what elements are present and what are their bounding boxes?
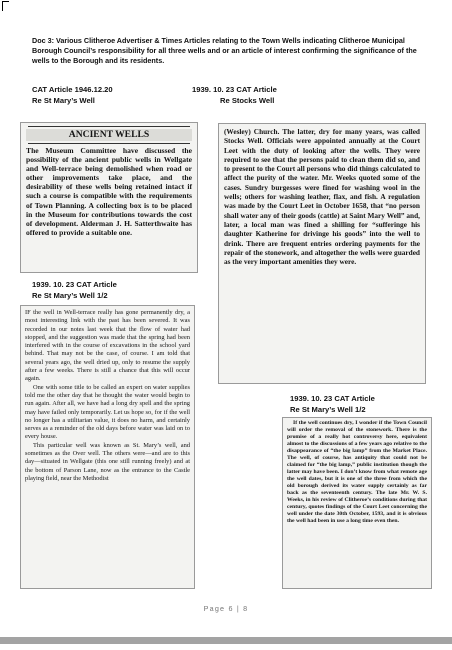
clipping-paragraph: One with some title to be called an expert on water supplies told me the other day that he thought the water would begin to run again. After all, we have had a long dry spell and the spring may have failed only temporarily. Let us hope so, for if the well no longer has a utilitarian value, it does no harm, and certainly serves as a reminder of the old days before water was laid on to every house. [25,383,190,441]
clipping-body: The Museum Committee have discussed the possibility of the ancient public wells in Wellgate and Well-terrace being demolished when road or other improvements take place, and the desirability of these wells being retained intact if such a course is compatible with the requirements of Town Planning. A collecting box is to be placed in the Museum for contributions towards the cost of development. Alderman J. H. Satterthwaite has offered to provide a suitable one. [26,146,192,237]
page-corner-mark [2,1,9,11]
caption-line: 1939. 10. 23 CAT Article [192,85,277,94]
clipping-heading: ANCIENT WELLS [26,129,192,141]
clipping-stocks-well [218,123,426,384]
caption-line: Re Stocks Well [220,95,275,105]
clipping-body: (Wesley) Church. The latter, dry for many years, was called Stocks Well. Officials were appointed annually at the Court Leet with the duty of looking after the wells. They were required to see that the persons paid to clean them did so, and to present to the Court all persons who did things calculated to affect the purity of the water. Mr. Weeks quoted some of the cases. Sundry burgesses were fined for washing wool in the wells; others for washing leather, flax, and fish. A regulation was made by the Court Leet in October 1658, that “no person shall water any of their goods (cattle) at Saint Mary Well” and, later, a local man was fined a shilling for “sufferinge his daughter Katherine for drivinge his goods” into the well to drink. There are frequent entries ordering payments for the repair of the stonework, and altogether the wells were guarded as the very important amenities they were. [224,127,420,267]
clipping-ancient-wells [20,122,198,273]
caption-st-marys-1939-b [290,394,375,415]
clipping-st-marys-well-part1 [20,305,195,589]
caption-st-marys-1939-a [32,280,117,301]
caption-line: Re St Mary’s Well [32,95,95,105]
caption-st-marys-1946 [32,85,113,106]
caption-line: 1939. 10. 23 CAT Article [32,280,117,289]
caption-line: 1939. 10. 23 CAT Article [290,394,375,403]
clipping-paragraph: IF the well in Well-terrace really has gone permanently dry, a most interesting link with the past has been severed. It was recorded in our notes last week that the flow of water had stopped, and the suggestion was made that the spring had been interfered with in the course of excavations in the school yard behind. That may not be the case, of course. I am told that several years ago, the well dried up, only to resume the supply after a few weeks. There is still a chance that this will occur again. [25,309,190,383]
clipping-st-marys-well-part2 [282,417,432,589]
bottom-bar [0,637,452,644]
caption-stocks-well [192,85,277,106]
page-number: Page 6 | 8 [203,604,249,613]
caption-line: Re St Mary’s Well 1/2 [32,290,108,300]
clipping-body: If the well continues dry, I wonder if the Town Council will order the removal of the stonework. There is the promise of a really hot controversy here, equivalent almost to the discussions of a few years ago relative to the disappearance of “the big lamp” from the Market Place. The well, of course, has antiquity that could not be claimed for “the big lamp,” public institution though the latter may have been. I don’t know from what remote age the well dates, but it is one of the three from which the old borough derived its water supply certainly as far back as the seventeenth century. The late Mr. W. S. Weeks, in his review of Clitheroe’s conditions during that century, quotes findings of the Court Leet concerning the well under the date 30th October, 1593, and it is obvious the well had been in use a long time even then. [287,420,427,524]
caption-line: CAT Article 1946.12.20 [32,85,113,94]
caption-line: Re St Mary’s Well 1/2 [290,404,366,414]
clipping-paragraph: This particular well was known as St. Mary’s well, and sometimes as the Over well. The others were—and are to this day—situated in Wellgate (this one still running freely) and at the bottom of Parson Lane, now as the entrance to the Castle playing field, near the Methodist [25,441,190,482]
document-intro: Doc 3: Various Clitheroe Advertiser & Times Articles relating to the Town Wells indicating Clitheroe Municipal Borough Council’s responsibility for all three wells and or an article of interest confirming the significance of the wells to the Borough and its residents. [32,36,417,65]
